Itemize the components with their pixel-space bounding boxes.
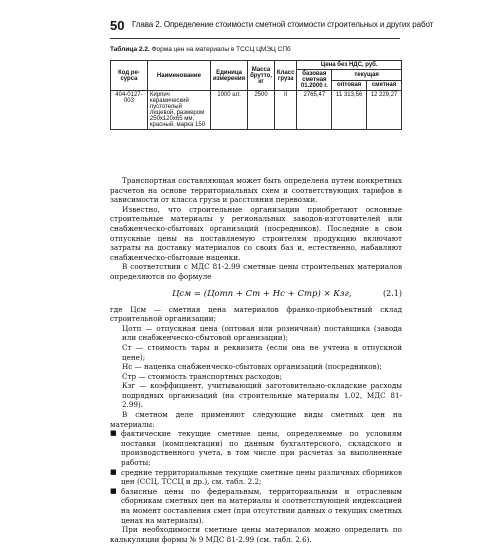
col-header-unit: Единица измерения — [210, 61, 247, 91]
cell-name: Кирпич керамический пустотелый лицевой, размером 250х120х65 мм, красный, марка 150 — [147, 91, 210, 130]
col-header-estimate: сметная — [367, 80, 402, 91]
cell-code: 404-0127-003 — [111, 91, 148, 130]
col-header-current: текущая — [332, 70, 402, 81]
formula-block — [110, 286, 402, 302]
table-caption-text: Форма цен на материалы в ТССЦ ЦМЭЦ СПб — [151, 46, 291, 53]
variable-definition: Кзг — коэффициент, учитывающий заготовительно-складские расходы подрядных организаций (на строительные материалы 1.02, МДС 81-2.99). — [122, 381, 402, 410]
list-item: ■ средние территориальные текущие сметные цены различных сборников цен (ССЦ, ТССЦ и др.), см. табл. 2.2; — [110, 468, 402, 487]
table-caption-number: Таблица 2.2. — [110, 46, 150, 53]
col-header-wholesale: оптовая — [332, 80, 367, 91]
variable-definition: Цотп — отпускная цена (оптовая или розничная) поставщика (завода или снабженческо-сбытовой организации); — [122, 323, 402, 343]
paragraph: В соответствии с МДС 81-2.99 сметные цены строительных материалов определяются по формуле — [110, 262, 402, 281]
list-item: ■ фактические текущие сметные цены, определяемые по условиям поставки (комплектации) по данным бухгалтерского, складского и производственного учета, в том числе при расчетах за выполненные работы; — [110, 429, 402, 467]
formula-number: (2.1) — [383, 288, 402, 298]
variable-definition: Стр — стоимость транспортных расходов; — [122, 371, 282, 381]
cell-estimate: 12 229,27 — [367, 91, 402, 130]
paragraph: В сметном деле применяют следующие виды сметных цен на материалы: — [110, 410, 402, 429]
chapter-title: Глава 2. Определение стоимости сметной стоимости строительных и других работ — [132, 20, 434, 29]
table-header-row — [111, 61, 402, 70]
paragraph: При необходимости сметные цены материалов можно определить по калькуляции формы № 9 МДС 81-2.99 (см. табл. 2.6). — [110, 525, 402, 544]
table-row — [111, 91, 402, 130]
running-header — [110, 18, 434, 39]
col-header-name: Наименование — [147, 61, 210, 91]
formula-where: где Цсм — сметная цена материалов франко-приобъектный склад строительной организации; — [110, 304, 402, 324]
formula: Цсм = (Цотп + Ст + Нс + Стр) × Кзг, — [172, 288, 352, 299]
price-types-list — [110, 429, 402, 525]
list-item: ■ базисные цены по федеральным, территориальным и отраслевым сборникам сметных цен на материалы и соответствующей индексацией на момент составления смет (при отсутствии данных о текущих сметных ценах на материалы). — [110, 487, 402, 525]
col-header-base: базовая сметная 01.2000 г. — [297, 70, 332, 91]
col-header-class: Класс груза — [274, 61, 296, 91]
cell-unit: 1000 шт. — [210, 91, 247, 130]
variable-definition: Ст — стоимость тары и реквизита (если она не учтена в отпускной цене); — [122, 342, 402, 362]
col-header-mass: Масса брутто, кг — [248, 61, 275, 91]
cell-mass: 2500 — [248, 91, 275, 130]
paragraph: Известно, что строительные организации приобретают основные строительные материалы у региональных заводов-изготовителей или снабженческо-сбытовых организаций (посредников). Последние в свои отпускные цены на поставляемую строителям продукцию включают затраты на доставку материалов со своих баз и, естественно, набавляют снабженческо-сбытовые наценки. — [110, 204, 402, 262]
materials-price-table — [110, 60, 402, 130]
cell-class: II — [274, 91, 296, 130]
paragraph: Транспортная составляющая может быть определена путем конкретных расчетов на основе территориальных схем и соответствующих тарифов в зависимости от класса груза и расстояния перевозки. — [110, 176, 402, 205]
col-header-price-group: Цена без НДС, руб. — [297, 61, 402, 70]
col-header-code: Код ре-сурса — [111, 61, 148, 91]
page-number: 50 — [110, 18, 125, 33]
body-text — [110, 176, 402, 544]
cell-wholesale: 11 313,56 — [332, 91, 367, 130]
variable-definition: Нс — наценка снабженческо-сбытовых организаций (посредников); — [122, 362, 382, 372]
table-caption — [110, 46, 291, 53]
cell-base: 2765,47 — [297, 91, 332, 130]
